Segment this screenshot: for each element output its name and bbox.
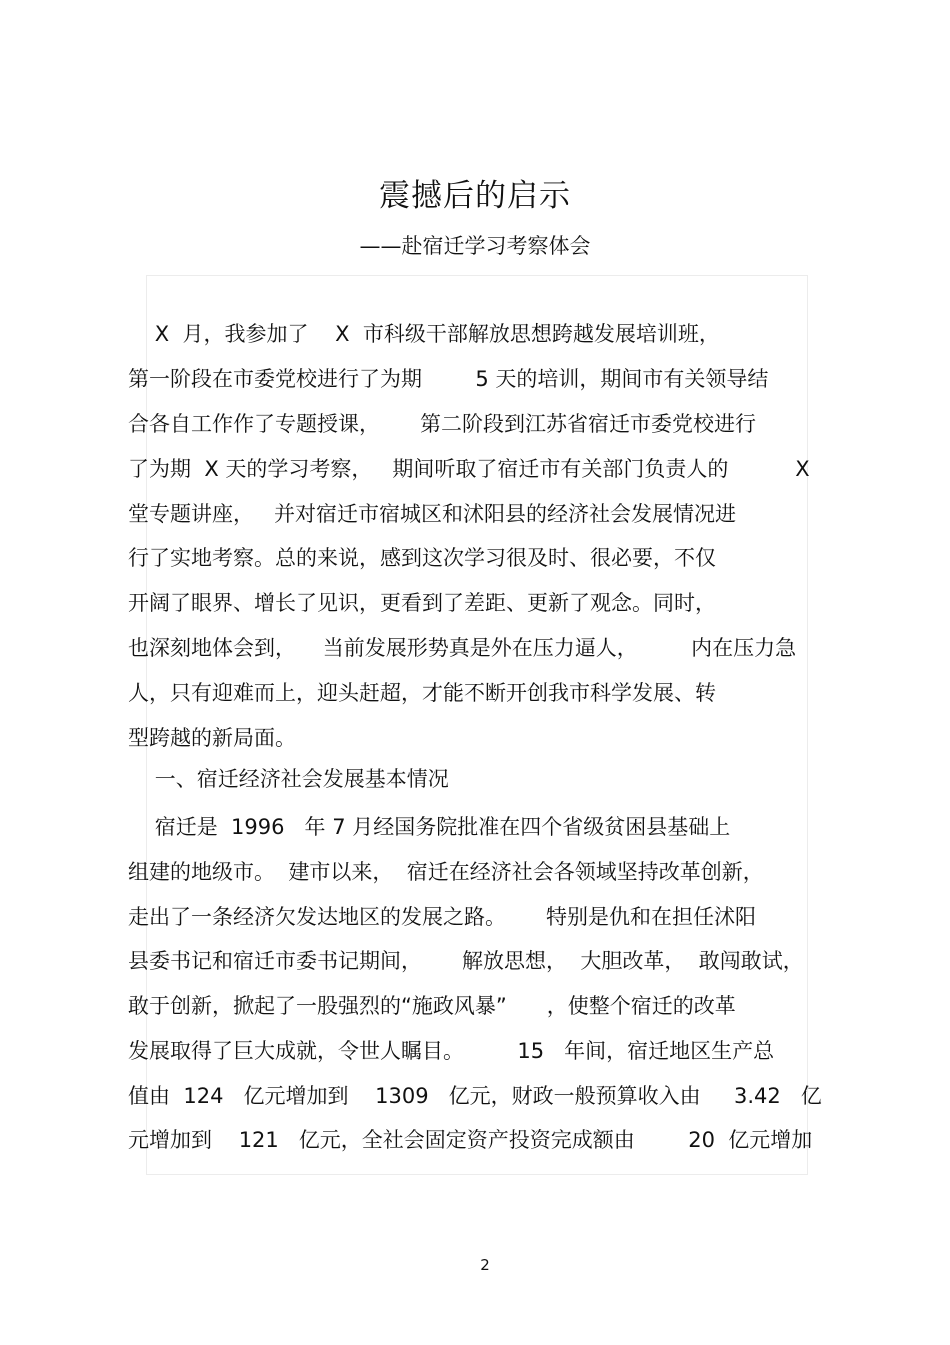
text-line: 发展取得了巨大成就，令世人瞩目。 15 年间，宿迁地区生产总 xyxy=(128,1039,775,1063)
text-line: X 月，我参加了 X 市科级干部解放思想跨越发展培训班， xyxy=(128,322,720,346)
text-line: 走出了一条经济欠发达地区的发展之路。 特别是仇和在担任沭阳 xyxy=(128,905,757,929)
text-line: 敢于创新，掀起了一股强烈的“施政风暴” ，使整个宿迁的改革 xyxy=(128,994,736,1018)
text-line: 型跨越的新局面。 xyxy=(128,726,296,750)
text-line: 组建的地级市。 建市以来， 宿迁在经济社会各领域坚持改革创新， xyxy=(128,860,764,884)
text-line: 人，只有迎难而上，迎头赶超，才能不断开创我市科学发展、转 xyxy=(128,681,716,705)
text-line: 元增加到 121 亿元，全社会固定资产投资完成额由 20 亿元增加 xyxy=(128,1128,813,1152)
text-line: 合各自工作作了专题授课， 第二阶段到江苏省宿迁市委党校进行 xyxy=(128,412,757,436)
document-title: 震撼后的启示 xyxy=(379,178,571,214)
document-subtitle: ——赴宿迁学习考察体会 xyxy=(359,234,591,258)
text-line: 县委书记和宿迁市委书记期间， 解放思想， 大胆改革， 敢闯敢试， xyxy=(128,949,804,973)
text-line: 了为期 X 天的学习考察， 期间听取了宿迁市有关部门负责人的 X xyxy=(128,457,810,481)
section-heading: 一、宿迁经济社会发展基本情况 xyxy=(128,767,449,791)
text-line: 也深刻地体会到， 当前发展形势真是外在压力逼人， 内在压力急 xyxy=(128,636,797,660)
text-line: 开阔了眼界、增长了见识，更看到了差距、更新了观念。同时， xyxy=(128,591,716,615)
page-number: 2 xyxy=(480,1256,490,1274)
text-line: 宿迁是 1996 年 7 月经国务院批准在四个省级贫困县基础上 xyxy=(128,815,731,839)
text-line: 堂专题讲座， 并对宿迁市宿城区和沭阳县的经济社会发展情况进 xyxy=(128,502,737,526)
text-line: 第一阶段在市委党校进行了为期 5 天的培训，期间市有关领导结 xyxy=(128,367,769,391)
text-line: 值由 124 亿元增加到 1309 亿元，财政一般预算收入由 3.42 亿 xyxy=(128,1084,822,1108)
text-line: 行了实地考察。总的来说，感到这次学习很及时、很必要，不仅 xyxy=(128,546,716,570)
